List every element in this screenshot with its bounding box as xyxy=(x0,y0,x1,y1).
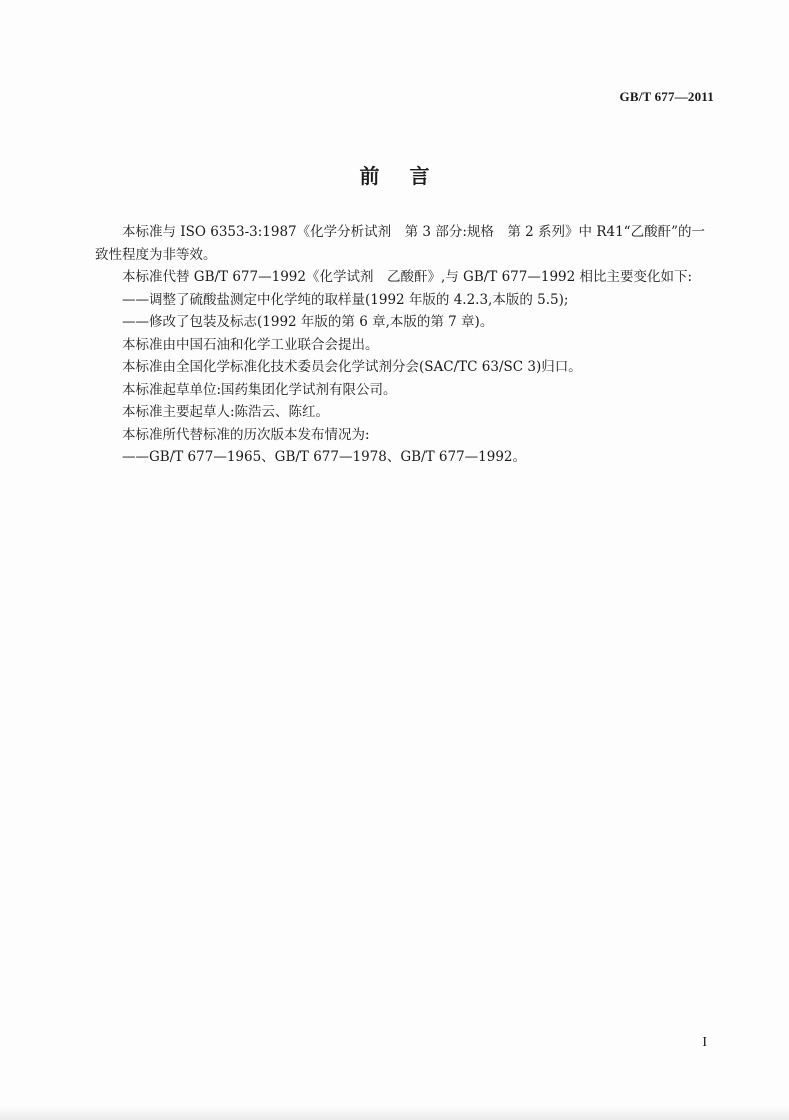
page-title: 前言 xyxy=(359,164,460,188)
paragraph-replacement: 本标准代替 GB/T 677—1992《化学试剂 乙酸酐》,与 GB/T 677—1992 相比主要变化如下: xyxy=(122,269,693,285)
history-item: ——GB/T 677—1965、GB/T 677—1978、GB/T 677—1992。 xyxy=(122,449,527,465)
scan-edge-shadow xyxy=(0,1106,789,1120)
page-number: I xyxy=(702,1035,707,1050)
change-item-packaging: ——修改了包装及标志(1992 年版的第 6 章,本版的第 7 章)。 xyxy=(122,314,494,330)
paragraph-history-intro: 本标准所代替标准的历次版本发布情况为: xyxy=(122,426,370,443)
foreword-body xyxy=(95,221,713,469)
paragraph-equivalence: 本标准与 ISO 6353-3:1987《化学分析试剂 第 3 部分:规格 第 2 系列》中 R41“乙酸酐”的一致性程度为非等效。 xyxy=(95,224,705,263)
paragraph-managed-by: 本标准由全国化学标准化技术委员会化学试剂分会(SAC/TC 63/SC 3)归口。 xyxy=(122,359,582,375)
paragraph-proposed-by: 本标准由中国石油和化学工业联合会提出。 xyxy=(122,336,379,353)
change-item-sulfate: ——调整了硫酸盐测定中化学纯的取样量(1992 年版的 4.2.3,本版的 5.5); xyxy=(122,291,569,308)
standard-number: GB/T 677—2011 xyxy=(619,89,714,104)
paragraph-drafting-unit: 本标准起草单位:国药集团化学试剂有限公司。 xyxy=(122,381,397,398)
paragraph-drafters: 本标准主要起草人:陈浩云、陈红。 xyxy=(122,404,330,420)
